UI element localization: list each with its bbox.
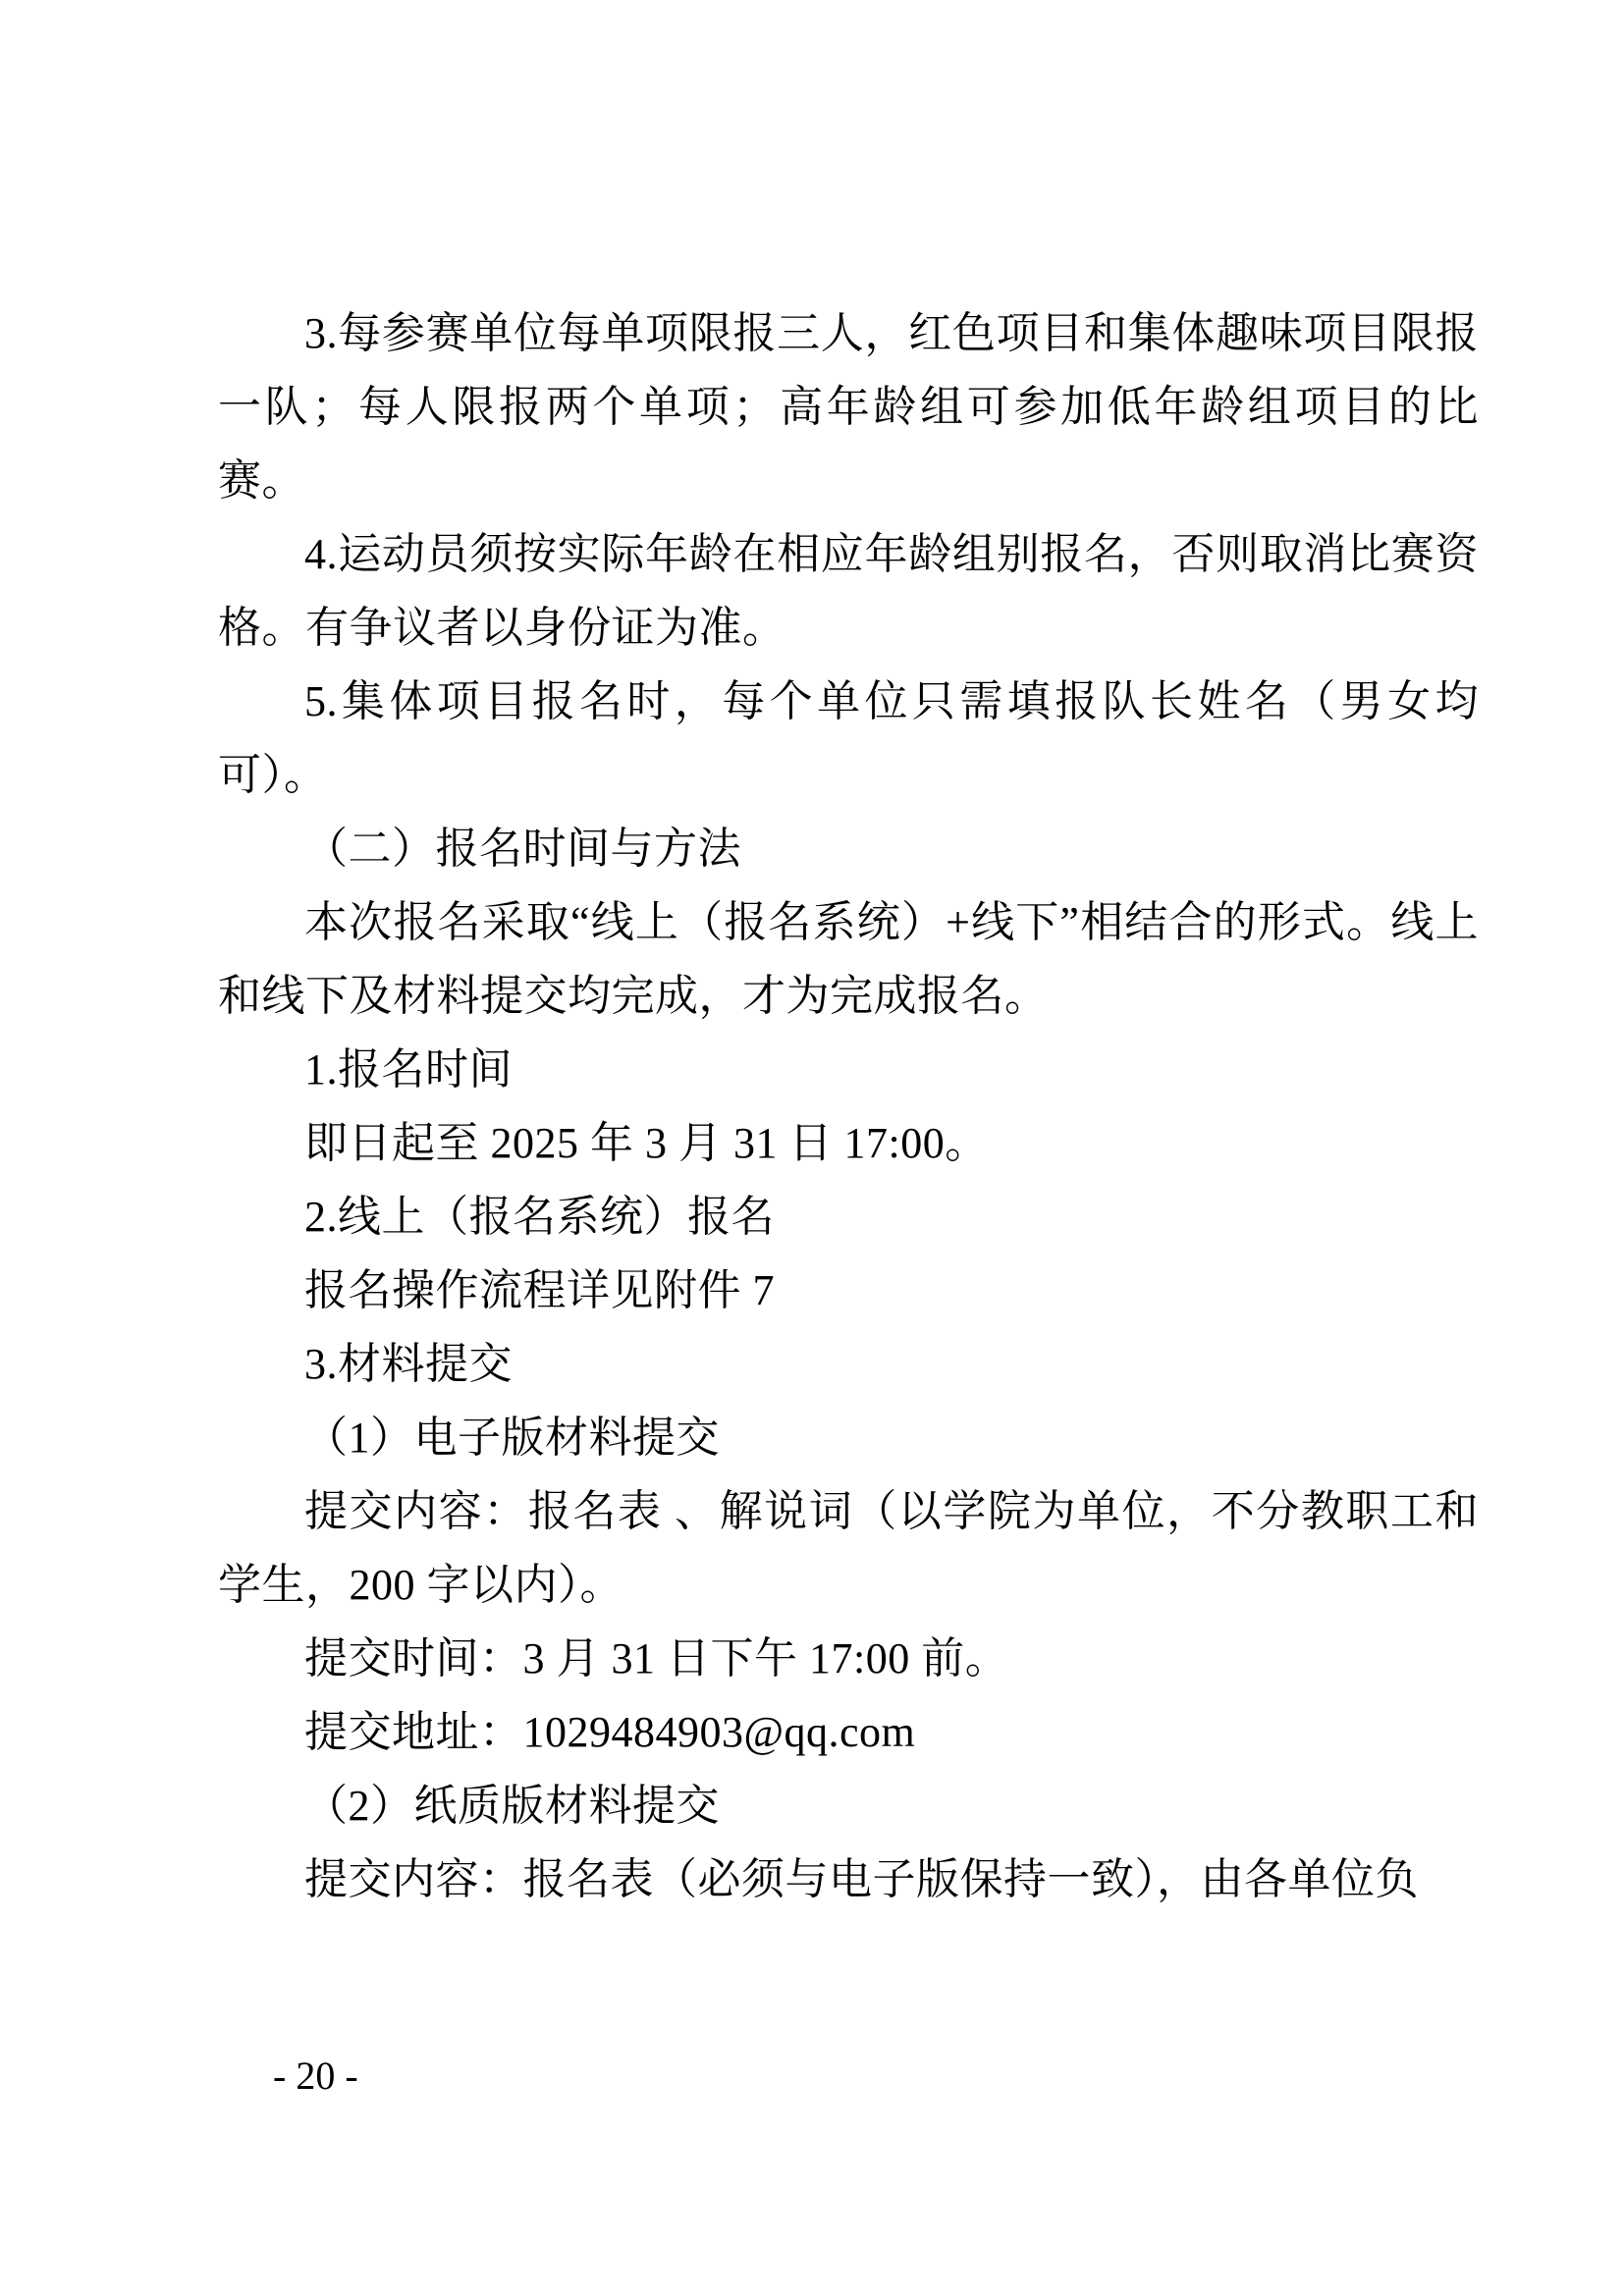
- paragraph-registration-guide-attachment: 报名操作流程详见附件 7: [304, 1266, 775, 1314]
- section-heading-registration-time-method: （二）报名时间与方法: [304, 825, 741, 873]
- paragraph-rule-5: 5.集体项目报名时，每个单位只需填报队长姓名（男女均可）。: [218, 677, 1479, 799]
- paragraph-electronic-submission-content: 提交内容：报名表 、解说词（以学院为单位，不分教职工和学生，200 字以内）。: [218, 1487, 1479, 1609]
- document-body: [218, 296, 1479, 1916]
- paragraph-electronic-submission-time: 提交时间：3 月 31 日下午 17:00 前。: [304, 1634, 1009, 1682]
- paragraph-item-1-registration-time: 1.报名时间: [304, 1045, 513, 1094]
- page-number: - 20 -: [273, 2054, 358, 2098]
- paragraph-electronic-submission-address: 提交地址：1029484903@qq.com: [304, 1708, 916, 1756]
- paragraph-paper-submission-content: 提交内容：报名表（必须与电子版保持一致），由各单位负: [304, 1855, 1419, 1903]
- paragraph-sub-1-electronic-materials: （1）电子版材料提交: [304, 1414, 720, 1462]
- paragraph-item-2-online-registration: 2.线上（报名系统）报名: [304, 1193, 775, 1241]
- paragraph-registration-form-intro: 本次报名采取“线上（报名系统）+线下”相结合的形式。线上和线下及材料提交均完成，才为完成报名。: [218, 898, 1479, 1020]
- paragraph-rule-4: 4.运动员须按实际年龄在相应年龄组别报名，否则取消比赛资格。有争议者以身份证为准。: [218, 530, 1479, 652]
- paragraph-sub-2-paper-materials: （2）纸质版材料提交: [304, 1782, 720, 1830]
- paragraph-item-3-material-submission: 3.材料提交: [304, 1340, 513, 1388]
- paragraph-registration-deadline: 即日起至 2025 年 3 月 31 日 17:00。: [304, 1119, 989, 1167]
- paragraph-rule-3: 3.每参赛单位每单项限报三人，红色项目和集体趣味项目限报一队；每人限报两个单项；高年龄组可参加低年龄组项目的比赛。: [218, 309, 1479, 505]
